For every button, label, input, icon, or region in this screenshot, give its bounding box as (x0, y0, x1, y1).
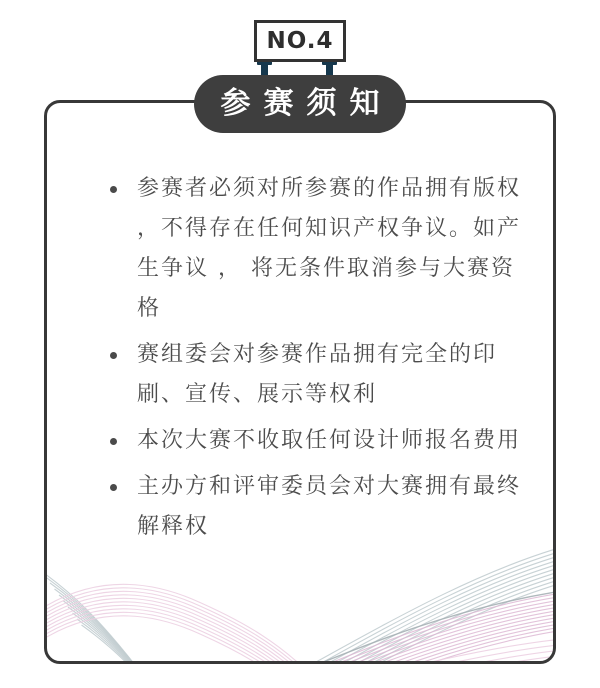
notice-item (97, 335, 533, 415)
notice-line: 参赛者必须对所参赛的作品拥有版权 (137, 176, 522, 201)
notice-line: 格 (137, 296, 162, 321)
section-title: 参赛须知 (220, 86, 393, 121)
notice-item (97, 467, 533, 547)
notice-line: 本次大赛不收取任何设计师报名费用 (137, 428, 522, 453)
notice-card (44, 100, 556, 664)
notice-line: 刷、宣传、展示等权利 (137, 382, 378, 407)
notice-line: 主办方和评审委员会对大赛拥有最终 (137, 474, 522, 499)
section-number-badge (254, 20, 346, 62)
section-title-pill (194, 75, 406, 133)
notice-line: 生争议 ， 将无条件取消参与大赛资 (137, 256, 515, 281)
notice-item-lines (137, 335, 533, 415)
section-number-label: NO.4 (266, 28, 334, 54)
bullet-dot-icon (97, 421, 137, 461)
notice-line: 解释权 (137, 514, 210, 539)
notice-line: 赛组委会对参赛作品拥有完全的印 (137, 342, 498, 367)
notice-item (97, 169, 533, 329)
notice-item-lines (137, 467, 533, 547)
notice-item-lines (137, 169, 533, 329)
wave-teal-right-sweep (285, 547, 553, 661)
notice-line: ，不得存在任何知识产权争议。如产 (137, 216, 522, 241)
notice-item-lines (137, 421, 533, 461)
bullet-dot-icon (97, 169, 137, 209)
notice-item (97, 421, 533, 461)
bullet-dot-icon (97, 335, 137, 375)
notice-list (47, 169, 553, 553)
bullet-dot-icon (97, 467, 137, 507)
